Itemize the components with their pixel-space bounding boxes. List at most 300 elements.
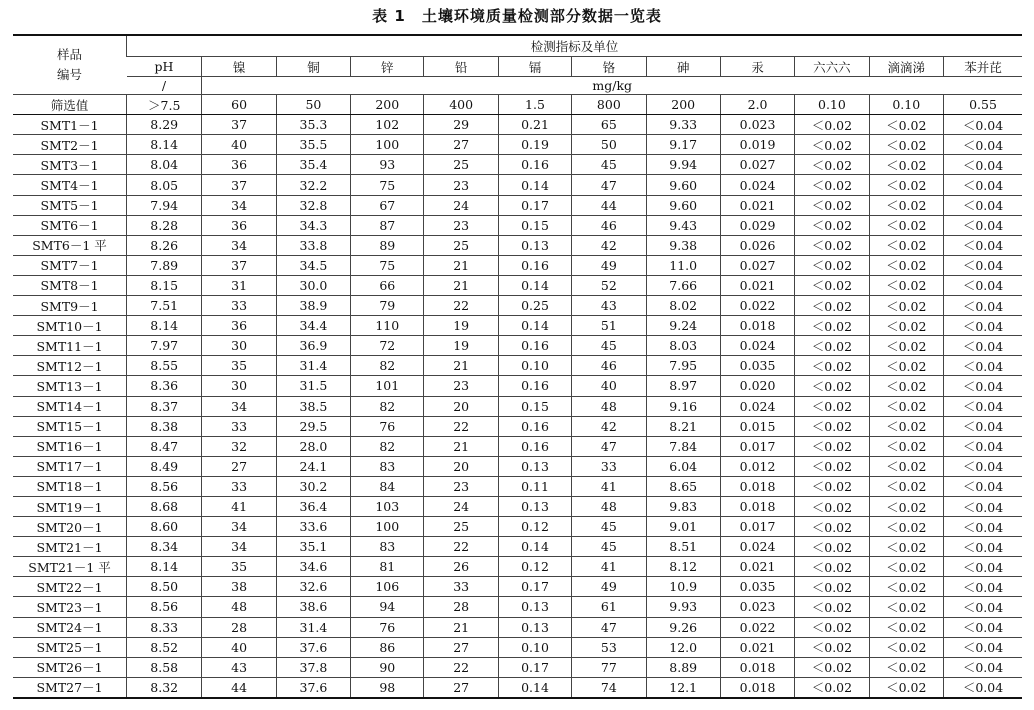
table-cell: 8.29	[127, 115, 202, 135]
table-cell: 28	[202, 617, 276, 637]
table-cell: 98	[351, 677, 424, 698]
table-cell: ＜0.02	[795, 255, 869, 275]
table-cell: ＜0.04	[943, 436, 1022, 456]
indicator-group-header: 检测指标及单位	[127, 35, 1022, 57]
table-cell: ＜0.02	[869, 115, 943, 135]
table-cell: 36	[202, 155, 276, 175]
table-row	[13, 396, 1022, 416]
sample-id-cell: SMT16－1	[13, 436, 127, 456]
table-cell: 0.12	[498, 517, 571, 537]
table-cell: ＜0.02	[869, 396, 943, 416]
sample-id-cell: SMT19－1	[13, 496, 127, 516]
table-cell: 7.51	[127, 296, 202, 316]
table-cell: 35.4	[276, 155, 350, 175]
threshold-value: 800	[572, 95, 646, 115]
table-cell: 9.93	[646, 597, 720, 617]
table-cell: 0.16	[498, 376, 571, 396]
table-cell: ＜0.02	[795, 356, 869, 376]
table-cell: 8.97	[646, 376, 720, 396]
table-cell: 8.89	[646, 657, 720, 677]
table-cell: ＜0.02	[795, 396, 869, 416]
table-cell: ＜0.02	[795, 657, 869, 677]
sample-id-cell: SMT18－1	[13, 476, 127, 496]
table-cell: 19	[424, 336, 498, 356]
table-cell: 0.15	[498, 396, 571, 416]
sample-id-cell: SMT12－1	[13, 356, 127, 376]
table-cell: 61	[572, 597, 646, 617]
table-cell: 8.55	[127, 356, 202, 376]
table-cell: 41	[572, 476, 646, 496]
table-cell: 110	[351, 316, 424, 336]
table-body	[13, 95, 1022, 698]
table-row	[13, 376, 1022, 396]
table-row	[13, 356, 1022, 376]
table-cell: ＜0.02	[795, 617, 869, 637]
table-row	[13, 456, 1022, 476]
table-cell: 38.9	[276, 296, 350, 316]
table-cell: 8.14	[127, 316, 202, 336]
table-row	[13, 597, 1022, 617]
table-cell: 29	[424, 115, 498, 135]
table-cell: ＜0.02	[869, 215, 943, 235]
table-cell: ＜0.02	[869, 175, 943, 195]
table-cell: 48	[202, 597, 276, 617]
table-cell: 81	[351, 557, 424, 577]
table-cell: 0.018	[720, 677, 794, 698]
table-cell: 100	[351, 517, 424, 537]
table-cell: 34.4	[276, 316, 350, 336]
table-cell: 33	[572, 456, 646, 476]
table-cell: 8.56	[127, 597, 202, 617]
table-row	[13, 316, 1022, 336]
table-cell: ＜0.04	[943, 215, 1022, 235]
table-cell: 20	[424, 396, 498, 416]
table-cell: 0.026	[720, 235, 794, 255]
table-cell: 52	[572, 275, 646, 295]
table-cell: 82	[351, 396, 424, 416]
table-cell: ＜0.04	[943, 396, 1022, 416]
table-title: 表 1 土壤环境质量检测部分数据一览表	[372, 7, 662, 25]
table-cell: 0.020	[720, 376, 794, 396]
table-cell: 82	[351, 356, 424, 376]
table-cell: 8.21	[646, 416, 720, 436]
table-cell: 0.16	[498, 255, 571, 275]
table-cell: ＜0.04	[943, 275, 1022, 295]
table-cell: 47	[572, 436, 646, 456]
table-cell: 35.3	[276, 115, 350, 135]
table-row	[13, 336, 1022, 356]
table-cell: 83	[351, 537, 424, 557]
table-cell: 30.0	[276, 275, 350, 295]
table-cell: 50	[572, 135, 646, 155]
table-cell: ＜0.02	[795, 235, 869, 255]
table-cell: 29.5	[276, 416, 350, 436]
table-row	[13, 195, 1022, 215]
table-cell: 45	[572, 336, 646, 356]
table-cell: 23	[424, 215, 498, 235]
table-cell: ＜0.02	[869, 517, 943, 537]
sample-id-cell: SMT11－1	[13, 336, 127, 356]
threshold-value: 0.10	[795, 95, 869, 115]
table-cell: 103	[351, 496, 424, 516]
table-cell: 36	[202, 215, 276, 235]
table-cell: ＜0.02	[795, 215, 869, 235]
table-cell: ＜0.02	[869, 597, 943, 617]
table-cell: 49	[572, 577, 646, 597]
table-row	[13, 235, 1022, 255]
table-cell: ＜0.02	[869, 235, 943, 255]
table-cell: ＜0.02	[795, 677, 869, 698]
table-cell: ＜0.02	[795, 436, 869, 456]
table-cell: 40	[572, 376, 646, 396]
header-row-group	[13, 35, 1022, 57]
table-cell: 27	[424, 677, 498, 698]
table-row	[13, 496, 1022, 516]
table-cell: 22	[424, 296, 498, 316]
table-cell: 0.13	[498, 235, 571, 255]
table-cell: 100	[351, 135, 424, 155]
table-cell: 77	[572, 657, 646, 677]
table-cell: 41	[202, 496, 276, 516]
threshold-value: 200	[351, 95, 424, 115]
table-cell: 0.16	[498, 436, 571, 456]
threshold-value: 0.10	[869, 95, 943, 115]
sample-id-cell: SMT24－1	[13, 617, 127, 637]
table-cell: 7.94	[127, 195, 202, 215]
table-cell: 8.34	[127, 537, 202, 557]
table-cell: 0.21	[498, 115, 571, 135]
table-row	[13, 557, 1022, 577]
sample-label-line1: 样品	[57, 47, 83, 63]
table-cell: ＜0.04	[943, 617, 1022, 637]
table-cell: 46	[572, 356, 646, 376]
table-cell: 27	[202, 456, 276, 476]
table-cell: ＜0.02	[795, 456, 869, 476]
table-cell: ＜0.02	[869, 476, 943, 496]
table-cell: 34.3	[276, 215, 350, 235]
table-cell: 12.1	[646, 677, 720, 698]
table-cell: ＜0.04	[943, 296, 1022, 316]
sample-id-cell: SMT6－1 平	[13, 235, 127, 255]
table-cell: 53	[572, 637, 646, 657]
table-cell: ＜0.02	[869, 296, 943, 316]
indicator-header: 铜	[276, 57, 350, 77]
table-cell: 8.50	[127, 577, 202, 597]
table-cell: 24	[424, 195, 498, 215]
unit-ph: /	[127, 77, 202, 95]
table-cell: 102	[351, 115, 424, 135]
table-cell: 48	[572, 496, 646, 516]
table-cell: 36.9	[276, 336, 350, 356]
table-cell: ＜0.04	[943, 577, 1022, 597]
table-cell: 0.015	[720, 416, 794, 436]
sample-id-cell: SMT7－1	[13, 255, 127, 275]
table-cell: ＜0.02	[795, 195, 869, 215]
table-cell: 0.13	[498, 597, 571, 617]
threshold-value: 0.55	[943, 95, 1022, 115]
table-row	[13, 577, 1022, 597]
table-cell: 0.029	[720, 215, 794, 235]
table-cell: 8.58	[127, 657, 202, 677]
table-cell: 33	[202, 476, 276, 496]
sample-id-cell: SMT5－1	[13, 195, 127, 215]
table-cell: 34.5	[276, 255, 350, 275]
table-cell: 31	[202, 275, 276, 295]
table-cell: 0.027	[720, 255, 794, 275]
table-cell: ＜0.02	[795, 476, 869, 496]
table-cell: 75	[351, 255, 424, 275]
table-cell: 9.38	[646, 235, 720, 255]
table-cell: ＜0.02	[869, 356, 943, 376]
sample-id-cell: SMT21－1 平	[13, 557, 127, 577]
table-row	[13, 476, 1022, 496]
table-cell: 21	[424, 255, 498, 275]
table-cell: 0.012	[720, 456, 794, 476]
table-cell: 12.0	[646, 637, 720, 657]
table-cell: 21	[424, 275, 498, 295]
table-cell: 0.022	[720, 617, 794, 637]
header-row-indicators	[13, 57, 1022, 77]
table-cell: ＜0.02	[795, 376, 869, 396]
table-cell: ＜0.04	[943, 316, 1022, 336]
table-cell: 27	[424, 135, 498, 155]
table-cell: 0.13	[498, 617, 571, 637]
table-cell: ＜0.04	[943, 336, 1022, 356]
table-cell: ＜0.02	[795, 637, 869, 657]
table-cell: ＜0.02	[869, 336, 943, 356]
table-cell: 37.8	[276, 657, 350, 677]
table-cell: 90	[351, 657, 424, 677]
table-cell: 8.65	[646, 476, 720, 496]
table-cell: 21	[424, 356, 498, 376]
table-cell: 0.14	[498, 537, 571, 557]
table-cell: 19	[424, 316, 498, 336]
table-cell: ＜0.02	[869, 657, 943, 677]
table-cell: 87	[351, 215, 424, 235]
table-cell: 94	[351, 597, 424, 617]
table-cell: 79	[351, 296, 424, 316]
table-cell: 0.019	[720, 135, 794, 155]
table-cell: 0.19	[498, 135, 571, 155]
table-cell: 0.024	[720, 175, 794, 195]
table-cell: 34	[202, 537, 276, 557]
table-cell: ＜0.04	[943, 476, 1022, 496]
table-cell: 8.14	[127, 557, 202, 577]
table-cell: 37.6	[276, 637, 350, 657]
table-cell: 72	[351, 336, 424, 356]
table-row	[13, 517, 1022, 537]
table-cell: ＜0.02	[869, 195, 943, 215]
threshold-value: ＞7.5	[127, 95, 202, 115]
table-cell: 40	[202, 135, 276, 155]
table-cell: ＜0.04	[943, 537, 1022, 557]
table-header	[13, 35, 1022, 95]
table-cell: 0.25	[498, 296, 571, 316]
table-cell: ＜0.02	[869, 577, 943, 597]
table-cell: 0.018	[720, 496, 794, 516]
table-cell: 45	[572, 517, 646, 537]
indicator-header: 苯并芘	[943, 57, 1022, 77]
table-cell: 37.6	[276, 677, 350, 698]
table-cell: 33	[202, 296, 276, 316]
table-row	[13, 657, 1022, 677]
table-cell: ＜0.04	[943, 155, 1022, 175]
table-cell: 0.17	[498, 657, 571, 677]
table-row	[13, 537, 1022, 557]
table-cell: 7.89	[127, 255, 202, 275]
table-cell: ＜0.02	[795, 175, 869, 195]
table-cell: 32.6	[276, 577, 350, 597]
table-cell: 0.022	[720, 296, 794, 316]
table-cell: 0.018	[720, 316, 794, 336]
sample-id-cell: SMT6－1	[13, 215, 127, 235]
table-cell: 0.018	[720, 657, 794, 677]
table-row	[13, 416, 1022, 436]
table-cell: 37	[202, 255, 276, 275]
header-row-units	[13, 77, 1022, 95]
table-cell: ＜0.02	[869, 456, 943, 476]
table-cell: 8.03	[646, 336, 720, 356]
table-cell: ＜0.02	[869, 637, 943, 657]
table-cell: ＜0.02	[795, 517, 869, 537]
table-cell: 33	[202, 416, 276, 436]
table-cell: 0.16	[498, 336, 571, 356]
table-cell: 8.60	[127, 517, 202, 537]
table-cell: 0.14	[498, 275, 571, 295]
table-cell: 0.021	[720, 275, 794, 295]
table-cell: 33.8	[276, 235, 350, 255]
table-cell: 43	[572, 296, 646, 316]
table-cell: 42	[572, 235, 646, 255]
table-cell: 38.6	[276, 597, 350, 617]
table-cell: 0.10	[498, 356, 571, 376]
table-row	[13, 135, 1022, 155]
table-cell: 42	[572, 416, 646, 436]
table-cell: 9.16	[646, 396, 720, 416]
table-cell: ＜0.02	[869, 155, 943, 175]
table-cell: 30	[202, 336, 276, 356]
table-cell: ＜0.02	[795, 577, 869, 597]
table-cell: 75	[351, 175, 424, 195]
indicator-header: 六六六	[795, 57, 869, 77]
table-cell: 37	[202, 175, 276, 195]
table-cell: 106	[351, 577, 424, 597]
sample-id-cell: SMT21－1	[13, 537, 127, 557]
table-cell: 0.024	[720, 336, 794, 356]
sample-id-cell: SMT1－1	[13, 115, 127, 135]
table-cell: 23	[424, 476, 498, 496]
table-cell: 46	[572, 215, 646, 235]
table-cell: 47	[572, 617, 646, 637]
table-cell: 7.66	[646, 275, 720, 295]
table-cell: 9.43	[646, 215, 720, 235]
table-cell: 9.17	[646, 135, 720, 155]
sample-id-cell: SMT27－1	[13, 677, 127, 698]
table-cell: ＜0.02	[795, 597, 869, 617]
table-cell: 26	[424, 557, 498, 577]
table-cell: 30	[202, 376, 276, 396]
table-cell: 8.37	[127, 396, 202, 416]
table-cell: 9.24	[646, 316, 720, 336]
table-cell: 8.14	[127, 135, 202, 155]
indicator-header: 汞	[720, 57, 794, 77]
table-cell: 21	[424, 617, 498, 637]
table-cell: 0.13	[498, 456, 571, 476]
threshold-row	[13, 95, 1022, 115]
table-cell: 37	[202, 115, 276, 135]
table-cell: ＜0.02	[795, 135, 869, 155]
table-cell: ＜0.02	[869, 677, 943, 698]
table-cell: 76	[351, 617, 424, 637]
table-cell: ＜0.04	[943, 677, 1022, 698]
table-cell: ＜0.04	[943, 557, 1022, 577]
table-cell: 89	[351, 235, 424, 255]
table-cell: 0.14	[498, 316, 571, 336]
table-cell: 0.035	[720, 577, 794, 597]
table-cell: ＜0.04	[943, 597, 1022, 617]
table-cell: 67	[351, 195, 424, 215]
table-cell: ＜0.04	[943, 517, 1022, 537]
table-cell: ＜0.02	[869, 557, 943, 577]
table-cell: 8.52	[127, 637, 202, 657]
table-cell: 0.16	[498, 416, 571, 436]
table-cell: ＜0.02	[869, 316, 943, 336]
table-cell: ＜0.04	[943, 255, 1022, 275]
soil-quality-table	[13, 34, 1022, 699]
sample-id-cell: SMT26－1	[13, 657, 127, 677]
table-row	[13, 155, 1022, 175]
table-cell: 40	[202, 637, 276, 657]
sample-id-cell: SMT3－1	[13, 155, 127, 175]
table-cell: 0.018	[720, 476, 794, 496]
table-row	[13, 637, 1022, 657]
table-cell: ＜0.02	[795, 155, 869, 175]
table-cell: ＜0.04	[943, 195, 1022, 215]
table-cell: ＜0.02	[795, 115, 869, 135]
table-cell: 28.0	[276, 436, 350, 456]
unit-mg-kg: mg/kg	[202, 77, 1022, 95]
indicator-header: 镍	[202, 57, 276, 77]
table-cell: ＜0.02	[795, 496, 869, 516]
table-cell: 82	[351, 436, 424, 456]
table-row	[13, 296, 1022, 316]
table-row	[13, 677, 1022, 698]
table-cell: 20	[424, 456, 498, 476]
table-cell: 74	[572, 677, 646, 698]
table-cell: 36.4	[276, 496, 350, 516]
table-cell: 38	[202, 577, 276, 597]
sample-id-cell: SMT9－1	[13, 296, 127, 316]
table-cell: 0.024	[720, 537, 794, 557]
table-cell: 8.28	[127, 215, 202, 235]
table-cell: ＜0.02	[869, 255, 943, 275]
table-cell: 24	[424, 496, 498, 516]
table-cell: 8.51	[646, 537, 720, 557]
threshold-value: 2.0	[720, 95, 794, 115]
table-cell: 47	[572, 175, 646, 195]
table-cell: 6.04	[646, 456, 720, 476]
table-cell: 9.83	[646, 496, 720, 516]
table-cell: 0.017	[720, 517, 794, 537]
table-cell: 7.97	[127, 336, 202, 356]
table-cell: 9.01	[646, 517, 720, 537]
table-cell: 0.023	[720, 115, 794, 135]
table-cell: 83	[351, 456, 424, 476]
table-cell: 86	[351, 637, 424, 657]
table-row	[13, 275, 1022, 295]
table-cell: 8.47	[127, 436, 202, 456]
table-cell: 7.84	[646, 436, 720, 456]
